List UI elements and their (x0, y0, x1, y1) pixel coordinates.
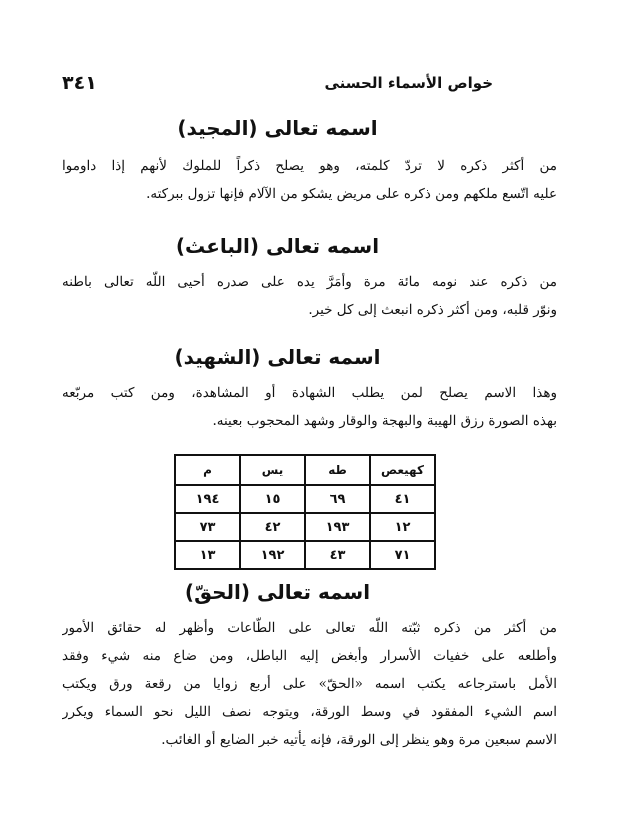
paragraph-line: عليه اتّسع ملكهم ومن ذكره على مريض يشكو من الآلام فإنها تزول ببركته. (146, 186, 557, 202)
table-cell: ١٣ (175, 541, 240, 569)
table-cell: ٤٣ (305, 541, 370, 569)
table-cell: ٤١ (370, 485, 435, 513)
paragraph-line: بهذه الصورة رزق الهيبة والبهجة والوقار وشهد المحجوب بعينه. (212, 413, 557, 429)
section-paragraph-haqq (62, 614, 557, 754)
paragraph-line: وأطلعه على خفيات الأسرار وأبغض إليه الباطل، ومن ضاع منه شيء وفقد (62, 648, 557, 664)
table-cell: ٧١ (370, 541, 435, 569)
table-header-row (175, 455, 435, 485)
section-heading-shahid: اسمه تعالى (الشهيد) (174, 345, 381, 369)
section-paragraph-baith (62, 268, 557, 324)
table-header-cell: كهيعص (370, 455, 435, 485)
table-cell: ١٩٤ (175, 485, 240, 513)
table-header-cell: م (175, 455, 240, 485)
book-title: خواص الأسماء الحسنى (324, 74, 493, 92)
section-heading-majid: اسمه تعالى (المجيد) (177, 116, 378, 140)
paragraph-line: من أكثر من ذكره ثبّته اللّه تعالى على الطّاعات وأظهر له حقائق الأمور (62, 620, 557, 636)
table-cell: ١٥ (240, 485, 305, 513)
section-paragraph-majid (62, 152, 557, 208)
table-header-cell: يس (240, 455, 305, 485)
table-row (175, 541, 435, 569)
paragraph-line: ونوّر قلبه، ومن أكثر ذكره انبعث إلى كل خير. (308, 302, 557, 318)
paragraph-line: اسم الشيء المفقود في وسط الورقة، ويتوجه نصف الليل نحو السماء ويكرر (62, 704, 557, 720)
section-paragraph-shahid (62, 379, 557, 435)
table-row (175, 485, 435, 513)
page-number: ٣٤١ (62, 72, 97, 94)
table-row (175, 513, 435, 541)
paragraph-line: وهذا الاسم يصلح لمن يطلب الشهادة أو المشاهدة، ومن كتب مربّعه (62, 385, 557, 401)
table-header-cell: طه (305, 455, 370, 485)
letter-number-table (174, 454, 436, 570)
table-cell: ١٩٣ (305, 513, 370, 541)
section-heading-baith: اسمه تعالى (الباعث) (175, 234, 380, 258)
section-heading-haqq: اسمه تعالى (الحقّ) (184, 580, 371, 604)
table-cell: ١٢ (370, 513, 435, 541)
table-cell: ٦٩ (305, 485, 370, 513)
running-header (62, 72, 493, 94)
table-cell: ٤٢ (240, 513, 305, 541)
paragraph-line: من أكثر ذكره لا تردّ كلمته، وهو يصلح ذكراً للملوك لأنهم إذا داوموا (62, 158, 557, 174)
table-cell: ٧٣ (175, 513, 240, 541)
table-cell: ١٩٢ (240, 541, 305, 569)
paragraph-line: الأمل باسترجاعه يكتب اسمه «الحقّ» على أربع زوايا من رقعة ورق ويكتب (62, 676, 557, 692)
paragraph-line: من ذكره عند نومه مائة مرة وأمَرَّ يده على صدره أحيى اللّه تعالى باطنه (62, 274, 557, 290)
paragraph-line: الاسم سبعين مرة وهو ينظر إلى الورقة، فإنه يأتيه خبر الضايع أو الغائب. (161, 732, 557, 748)
